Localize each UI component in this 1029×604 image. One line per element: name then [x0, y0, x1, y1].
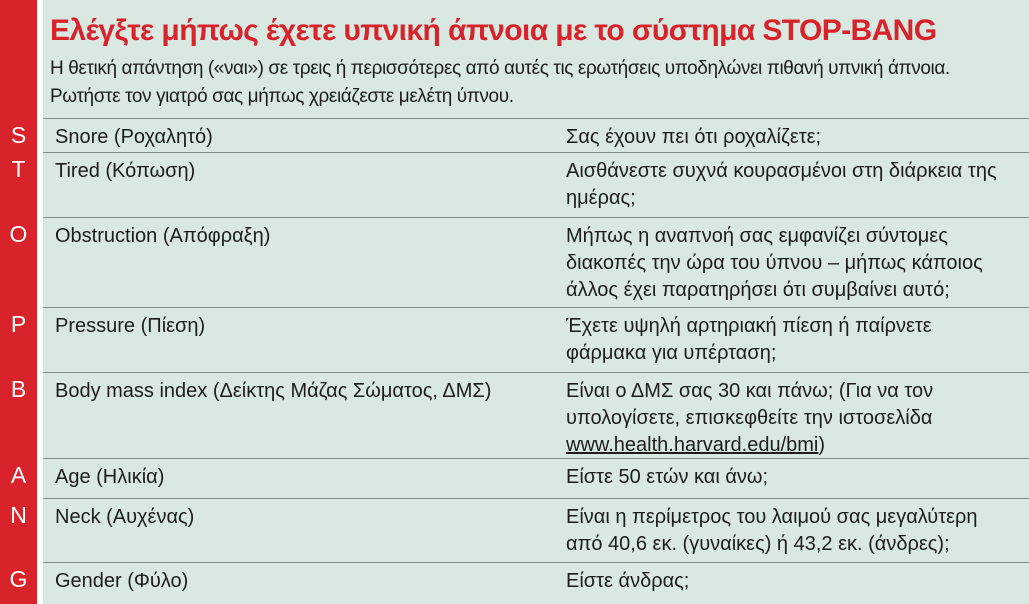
question-text-after-link: ) [818, 434, 826, 456]
row-question: Μήπως η αναπνοή σας εμφανίζει σύντομες διακοπές την ώρα του ύπνου – μήπως κάποιος άλλος έχει παρατηρήσει ότι συμβαίνει αυτό; [566, 225, 983, 301]
row-snore [10, 118, 1029, 152]
row-question: Είναι η περίμετρος του λαιμού σας μεγαλύτερη από 40,6 εκ. (γυναίκες) ή 43,2 εκ. (άνδρες); [566, 506, 978, 555]
row-label: Obstruction (Απόφραξη) [55, 225, 271, 247]
question-text-before-link: Είναι ο ΔΜΣ σας 30 και πάνω; (Για να τον υπολογίσετε, επισκεφθείτε την ιστοσελίδα [566, 380, 934, 429]
row-pressure [10, 307, 1029, 372]
row-letter: N [10, 502, 27, 528]
row-letter: T [11, 156, 26, 182]
content-panel [9, 0, 1029, 604]
intro-line-2: Ρωτήστε τον γιατρό σας μήπως χρειάζεστε μελέτη ύπνου. [50, 86, 514, 107]
row-label: Snore (Ροχαλητό) [55, 126, 213, 148]
bmi-calculator-link[interactable]: www.health.harvard.edu/bmi [566, 434, 819, 456]
row-letter: A [10, 462, 27, 488]
row-label: Gender (Φύλο) [55, 570, 189, 592]
row-label: Age (Ηλικία) [55, 466, 165, 488]
row-tired [11, 152, 1029, 217]
row-letter: O [9, 221, 28, 247]
row-question: Είστε άνδρας; [566, 570, 690, 592]
row-question: Αισθάνεστε συχνά κουρασμένοι στη διάρκεια της ημέρας; [566, 160, 997, 209]
row-label: Body mass index (Δείκτης Μάζας Σώματος, ΔΜΣ) [55, 380, 492, 402]
row-letter: P [10, 311, 27, 337]
row-label: Pressure (Πίεση) [55, 315, 206, 337]
row-age [10, 458, 1029, 498]
header [43, 0, 1029, 118]
row-gender [9, 562, 1029, 604]
row-letter: B [10, 376, 27, 402]
row-obstruction [9, 217, 1029, 307]
row-question: Έχετε υψηλή αρτηριακή πίεση ή παίρνετε φάρμακα για υπέρταση; [566, 315, 932, 364]
row-letter: G [9, 566, 28, 592]
row-question: Είστε 50 ετών και άνω; [566, 466, 769, 488]
intro-text [50, 55, 1015, 111]
row-question [566, 373, 1003, 458]
row-question: Σας έχουν πει ότι ροχαλίζετε; [566, 126, 822, 148]
row-letter: S [10, 122, 27, 148]
row-body-mass-index [10, 372, 1029, 458]
intro-line-1: Η θετική απάντηση («ναι») σε τρεις ή περισσότερες από αυτές τις ερωτήσεις υποδηλώνει πιθανή υπνική άπνοια. [50, 58, 950, 79]
page-title: Ελέγξτε μήπως έχετε υπνική άπνοια με το σύστημα STOP-BANG [50, 14, 937, 47]
row-neck [10, 498, 1029, 562]
row-label: Neck (Αυχένας) [55, 506, 195, 528]
row-label: Tired (Κόπωση) [55, 160, 196, 182]
